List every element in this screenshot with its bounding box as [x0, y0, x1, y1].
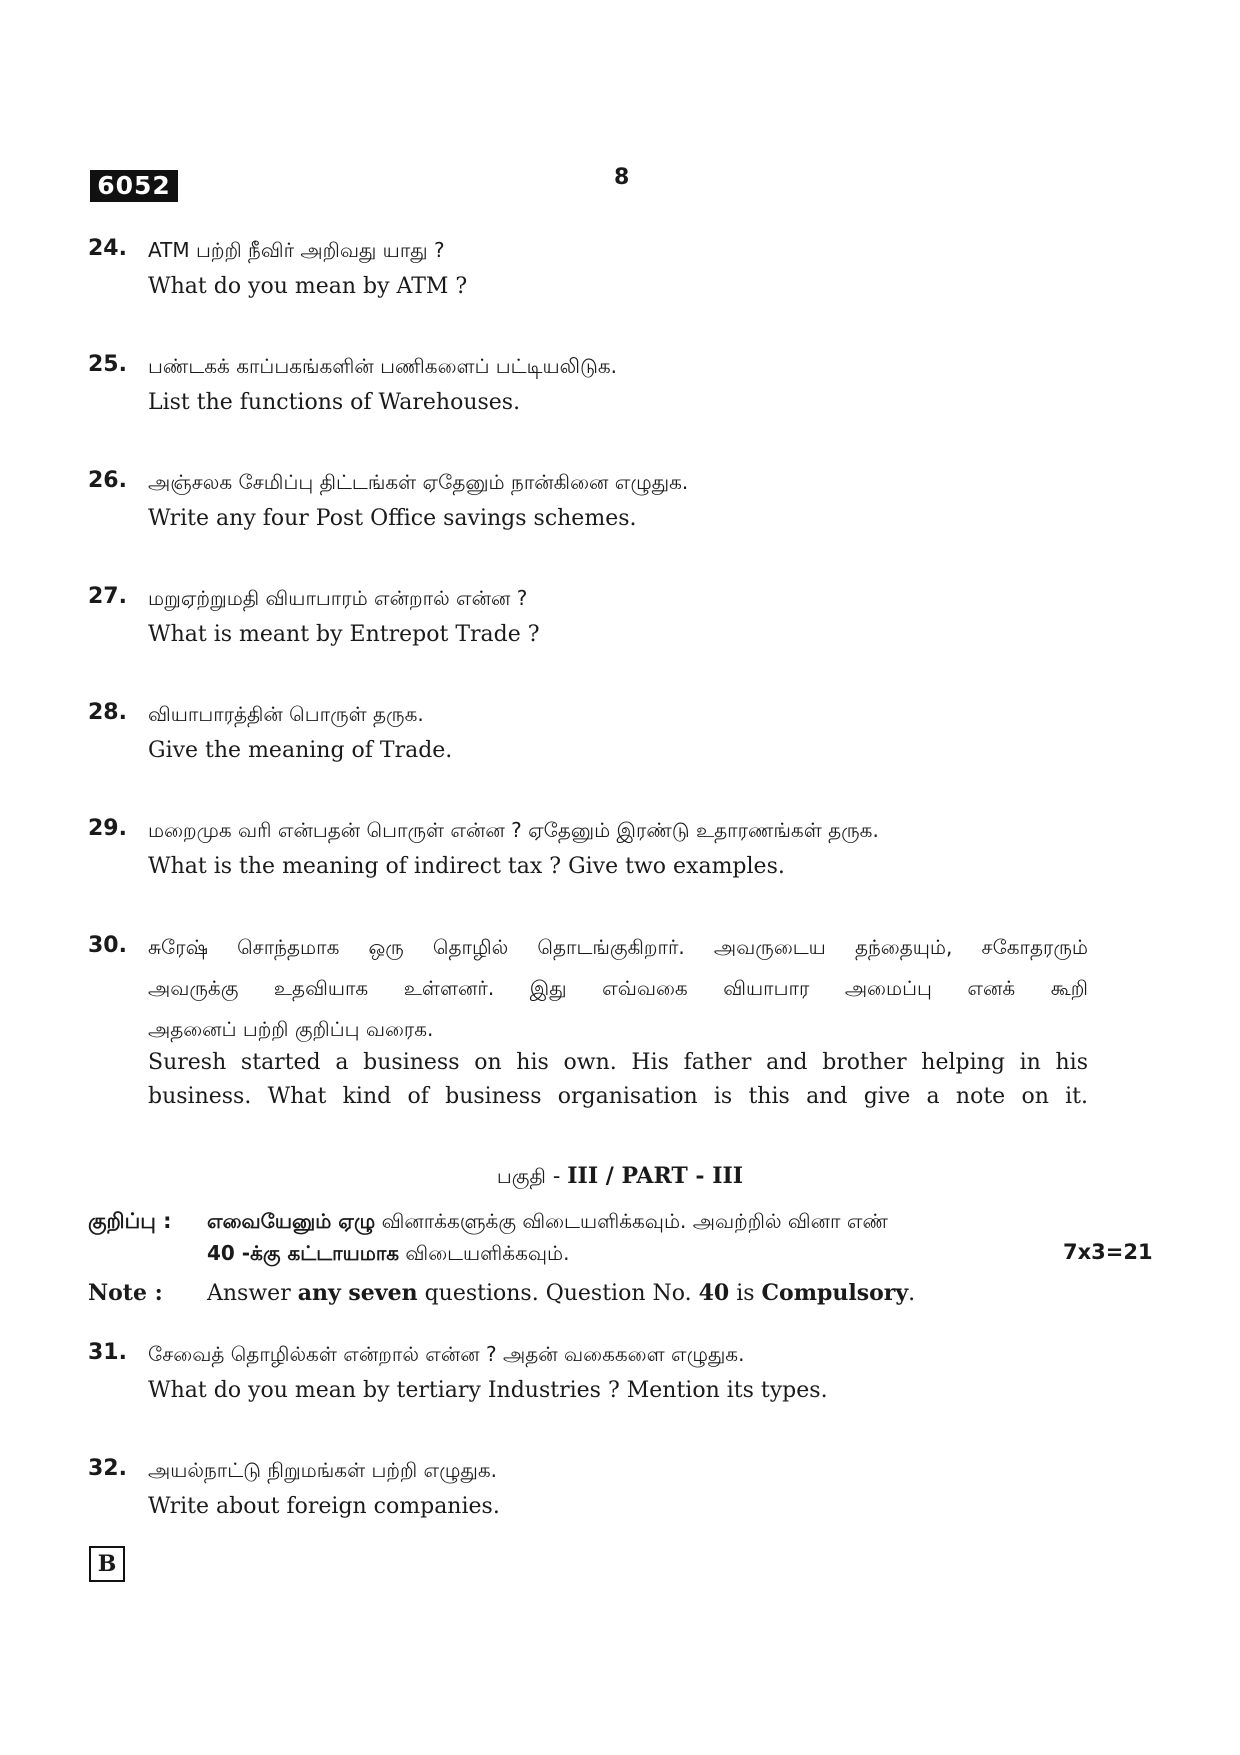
page-number: 8 [614, 165, 630, 190]
question-tamil: அயல்நாட்டு நிறுமங்கள் பற்றி எழுதுக. [148, 1458, 498, 1482]
note-tamil-line-1 [207, 1209, 888, 1236]
question-tamil-line: அவருக்கு உதவியாக உள்ளனர். இது எவ்வகை வியாபார அமைப்பு எனக் கூறி [148, 976, 1088, 1000]
note-emphasis: 40 [698, 1280, 730, 1306]
note-text: வினாக்களுக்கு விடையளிக்கவும். அவற்றில் வினா எண் [375, 1209, 888, 1233]
note-text: questions. Question No. [417, 1281, 699, 1306]
paper-code: 6052 [90, 170, 178, 202]
question-tamil: ATM பற்றி நீவிர் அறிவது யாது ? [148, 238, 445, 262]
question-tamil: சேவைத் தொழில்கள் என்றால் என்ன ? அதன் வகைகளை எழுதுக. [148, 1342, 745, 1366]
note-label-english: Note : [88, 1280, 163, 1306]
question-english: Write any four Post Office savings schemes. [148, 506, 637, 531]
note-english [207, 1280, 915, 1306]
question-number: 27. [88, 584, 127, 609]
part-heading [0, 1163, 1240, 1191]
question-english: What do you mean by ATM ? [148, 274, 468, 299]
note-emphasis: 40 -க்கு கட்டாயமாக [207, 1241, 400, 1265]
question-english: List the functions of Warehouses. [148, 390, 521, 415]
series-code: B [89, 1546, 125, 1582]
part-heading-separator: - [545, 1164, 568, 1189]
note-text: விடையளிக்கவும். [399, 1241, 570, 1265]
note-emphasis: எவையேனும் ஏழு [207, 1209, 376, 1233]
note-emphasis: any seven [297, 1280, 418, 1306]
question-number: 26. [88, 468, 127, 493]
question-number: 29. [88, 816, 127, 841]
question-english: Give the meaning of Trade. [148, 738, 453, 763]
question-tamil-line: அதனைப் பற்றி குறிப்பு வரைக. [148, 1017, 434, 1041]
question-tamil: மறைமுக வரி என்பதன் பொருள் என்ன ? ஏதேனும் இரண்டு உதாரணங்கள் தருக. [148, 818, 879, 842]
question-tamil-line: சுரேஷ் சொந்தமாக ஒரு தொழில் தொடங்குகிறார். அவருடைய தந்தையும், சகோதரரும் [148, 935, 1088, 959]
note-tamil-line-2 [207, 1241, 569, 1268]
question-english: What do you mean by tertiary Industries ? Mention its types. [148, 1378, 828, 1403]
question-english: Write about foreign companies. [148, 1494, 500, 1519]
question-number: 30. [88, 933, 127, 958]
question-number: 32. [88, 1456, 127, 1481]
question-tamil: அஞ்சலக சேமிப்பு திட்டங்கள் ஏதேனும் நான்கினை எழுதுக. [148, 470, 689, 494]
marks-allocation: 7x3=21 [1063, 1240, 1153, 1264]
part-heading-tamil: பகுதி [496, 1164, 546, 1188]
question-tamil: பண்டகக் காப்பகங்களின் பணிகளைப் பட்டியலிடுக. [148, 354, 618, 378]
question-number: 25. [88, 352, 127, 377]
question-tamil: மறுஏற்றுமதி வியாபாரம் என்றால் என்ன ? [148, 586, 528, 610]
question-number: 28. [88, 700, 127, 725]
question-english: What is the meaning of indirect tax ? Give two examples. [148, 854, 785, 879]
note-label-tamil: குறிப்பு : [88, 1209, 172, 1233]
question-english-line: Suresh started a business on his own. His father and brother helping in his [148, 1050, 1088, 1075]
question-tamil: வியாபாரத்தின் பொருள் தருக. [148, 702, 424, 726]
note-text: is [729, 1281, 762, 1306]
note-emphasis: Compulsory [761, 1280, 909, 1306]
question-english-line: business. What kind of business organisation is this and give a note on it. [148, 1084, 1088, 1109]
question-number: 31. [88, 1340, 127, 1365]
note-text: . [908, 1281, 916, 1306]
note-text: Answer [207, 1281, 298, 1306]
part-heading-roman: III / PART - III [567, 1163, 744, 1189]
question-english: What is meant by Entrepot Trade ? [148, 622, 540, 647]
question-number: 24. [88, 236, 127, 261]
